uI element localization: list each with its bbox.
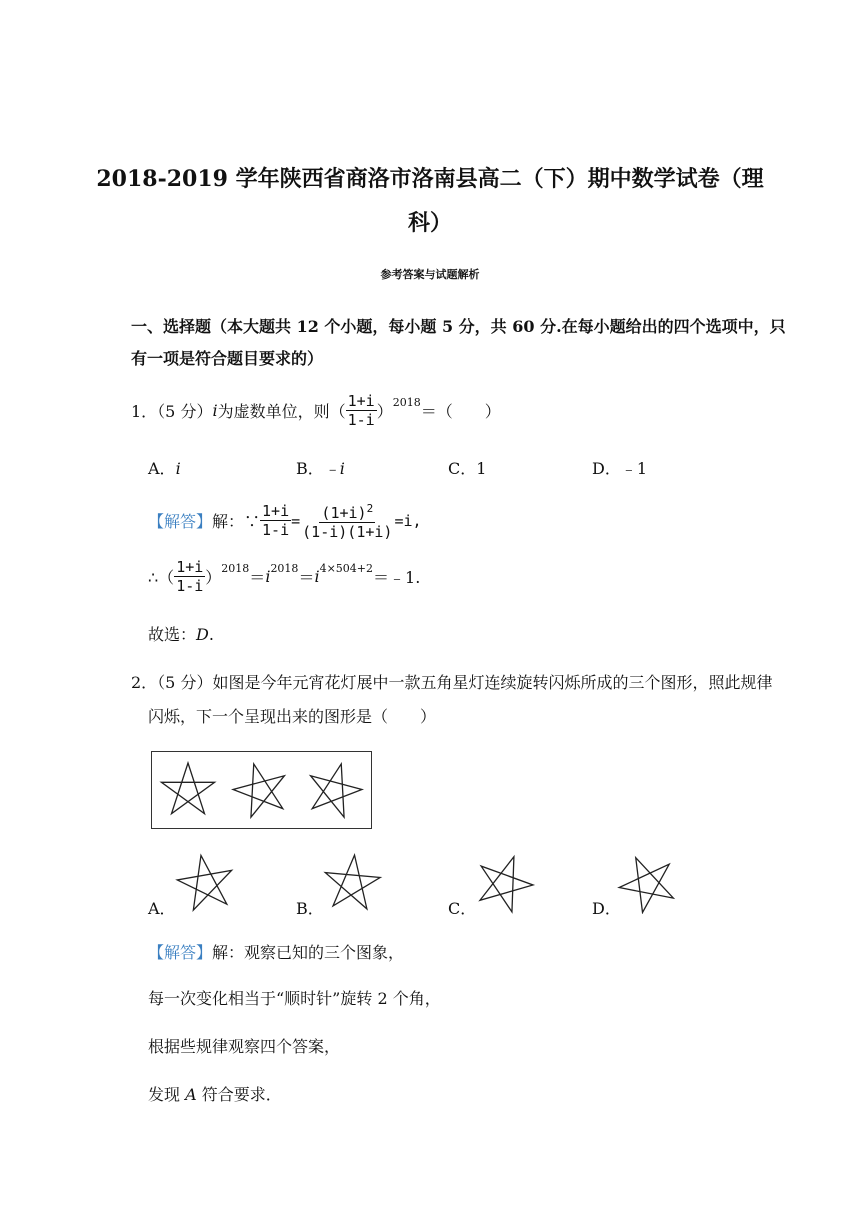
star-icon	[161, 763, 214, 814]
q2-solution-line-3: 根据些规律观察四个答案，	[148, 1037, 341, 1056]
q2-figure	[152, 752, 371, 828]
q2-option-d	[616, 852, 680, 914]
q2-solution-line-4: 发现 A 符合要求．	[148, 1085, 282, 1104]
q2-option-d-label: D．	[592, 899, 621, 918]
q2-option-b-label: B．	[296, 899, 324, 918]
q2-solution-line-2: 每一次变化相当于“顺时针”旋转 2 个角，	[148, 989, 441, 1008]
q1-stem: 为虚数单位，则（	[217, 402, 346, 421]
question-1	[131, 392, 501, 429]
q2-option-a	[174, 852, 238, 914]
answer-tag: 【解答】	[148, 512, 213, 531]
q1-option-d: D．﹣1	[592, 459, 648, 478]
q1-numerator: 1+i	[347, 392, 375, 410]
q1-fraction	[346, 392, 377, 429]
q1-solution-intro: 解：∵	[212, 512, 261, 531]
q1-option-b: B．﹣i	[296, 459, 345, 478]
q1-therefore: ∴（ $\frac{1+i}{1-i}$ ） $^{2018}$ ＝ i $^{2018}$ ＝ i $^{4\times 504+2}$ ＝﹣1.	[148, 558, 421, 595]
q1-sol-fraction-1: $\frac{1+i}{1-i}$	[262, 502, 290, 539]
star-icon	[322, 853, 382, 910]
q1-exponent: 2018	[392, 396, 421, 409]
q2-option-c	[472, 852, 536, 914]
q2-solution: 【解答】解：观察已知的三个图象，	[148, 943, 405, 962]
q1-solution: 【解答】 解：∵ $\frac{1+i}{1-i}$ = $\frac{(1+i)^2}{(1-i)(1+i)}$ =i,	[148, 502, 422, 541]
star-icon	[616, 852, 680, 914]
q2-option-c-label: C．	[448, 899, 477, 918]
question-2: 2．（5 分）如图是今年元宵花灯展中一款五角星灯连续旋转闪烁所成的三个图形，照此规律	[131, 673, 773, 692]
q1-denominator: 1-i	[347, 411, 375, 429]
q1-i: i	[212, 401, 218, 420]
q1-close: ）	[376, 402, 393, 421]
star-icon	[472, 852, 536, 914]
q1-option-a: A．i	[148, 459, 181, 478]
q1-tail: ＝（ ）	[420, 402, 501, 421]
q1-sol-fraction-2: $\frac{(1+i)^2}{(1-i)(1+i)}$	[302, 502, 393, 541]
q2-option-b	[320, 852, 384, 914]
page-title-cont: 科）	[407, 210, 452, 236]
section-header: 一、选择题（本大题共 12 个小题，每小题 5 分，共 60 分.在每小题给出的四个选项中，只	[131, 317, 786, 336]
subtitle: 参考答案与试题解析	[380, 268, 480, 281]
q2-option-a-label: A．	[148, 899, 176, 918]
q1-option-c: C．1	[448, 459, 487, 478]
star-icon	[302, 757, 367, 820]
section-header-cont: 有一项是符合题目要求的）	[131, 349, 324, 368]
star-icon	[228, 757, 293, 820]
q1-th-fraction: $\frac{1+i}{1-i}$	[176, 558, 204, 595]
question-2-cont: 闪烁，下一个呈现出来的图形是（ ）	[148, 707, 437, 726]
q2-figure-box	[151, 751, 372, 829]
answer-tag: 【解答】	[148, 943, 213, 962]
q1-choose: 故选：D.	[148, 625, 214, 644]
page-title: 2018-2019 学年陕西省商洛市洛南县高二（下）期中数学试卷（理	[96, 166, 764, 192]
q1-prefix: 1．（5 分）	[131, 402, 213, 421]
star-icon	[174, 852, 237, 912]
